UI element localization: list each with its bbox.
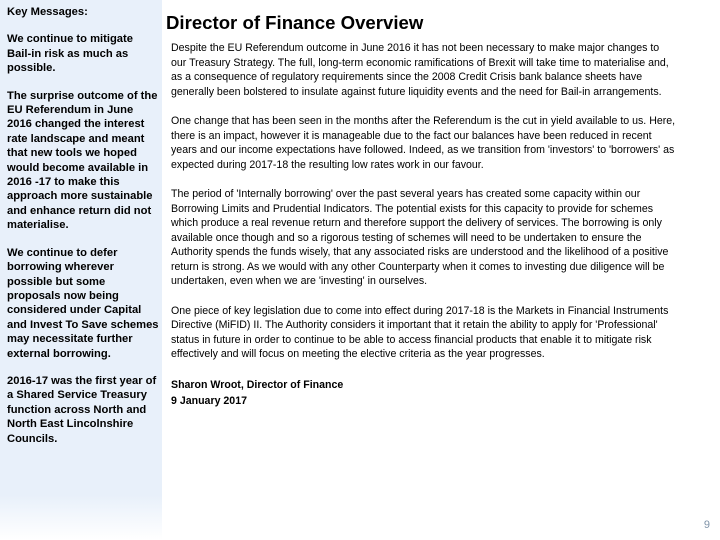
page-title: Director of Finance Overview [166,12,424,33]
key-message-4: 2016-17 was the first year of a Shared Service Treasury function across North and North East Lincolnshire Councils. [7,374,157,445]
overview-paragraph-1: Despite the EU Referendum outcome in June 2016 it has not been necessary to make major changes to our Treasury Strategy. The full, long-term economic ramifications of Brexit will take time to materialise and, as a consequence of regulatory requirements since the 2008 Credit Crisis bank balance sheets have generally been bolstered to insulate against future liquidity events and the need for Bail-in arrangements. [171,42,669,98]
key-messages [7,5,159,459]
signature-name: Sharon Wroot, Director of Finance [171,378,344,391]
key-messages-heading: Key Messages: [7,6,88,18]
key-message-1: We continue to mitigate Bail-in risk as much as possible. [7,33,133,75]
key-message-2: The surprise outcome of the EU Referendum in June 2016 changed the interest rate landscape and meant that new tools we hoped would become available in 2016 -17 to make this approach more sustainable and enhance return did not materialise. [7,89,158,232]
overview-paragraph-2: One change that has been seen in the months after the Referendum is the cut in yield available to us. Here, there is an impact, however it is manageable due to the fact our balances have been reduced in recent years and our income expectations have followed. Indeed, as we transition from 'investors' to 'borrowers' as expected during 2017-18 the resulting low rates work in our favour. [171,115,676,171]
page-number: 9 [703,519,710,531]
key-message-3: We continue to defer borrowing wherever possible but some proposals now being considered under Capital and Invest To Save schemes may necessitate further external borrowing. [7,246,159,360]
overview-paragraph-4: One piece of key legislation due to come into effect during 2017-18 is the Markets in Financial Instruments Directive (MiFID) II. The Authority considers it important that it retain the ability to apply for 'Professional' status in future in order to continue to be able to access financial products that enable it to mitigate risk effectively and will focus on meeting the elective criteria as the year progresses. [171,304,669,360]
signature-date: 9 January 2017 [171,394,247,407]
sidebar-fade [0,495,162,540]
overview-body [171,41,676,409]
overview-paragraph-3: The period of 'Internally borrowing' over the past several years has created some capacity within our Borrowing Limits and Prudential Indicators. The potential exists for this capacity to provide for schemes which produce a real revenue return and therefore support the delivery of services. The borrowing is only available once though and so a rigorous testing of schemes will need to be undertaken to ensure the Authority spends the funds wisely, that any associated risks are understood and the likelihood of a positive return is strong. As we would with any other Counterparty when it comes to investing due diligence will be undertaken, even when we are 'investing' in ourselves. [171,188,669,287]
signature-block [171,377,676,409]
